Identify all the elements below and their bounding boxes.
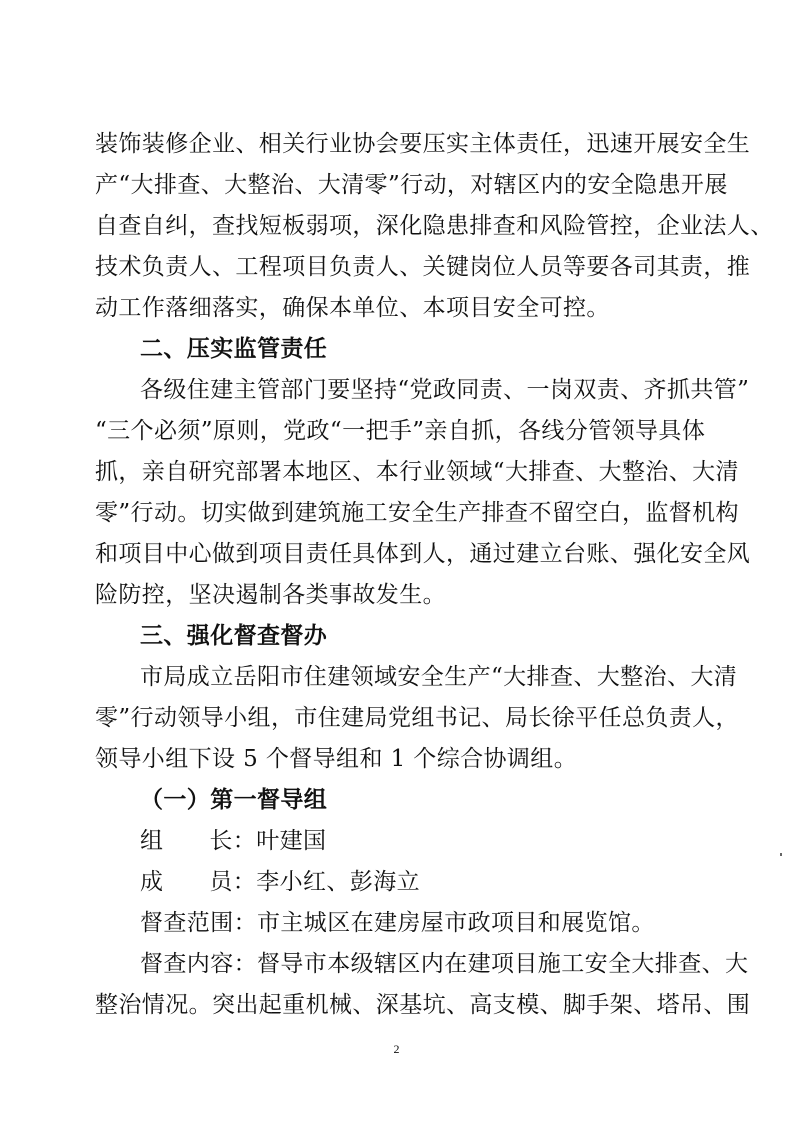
leader-row [95, 821, 695, 862]
paragraph-line: 动工作落细落实，确保本单位、本项目安全可控。 [95, 295, 610, 321]
paragraph-line: 自查自纠，查找短板弱项，深化隐患排查和风险管控，企业法人、 [95, 213, 774, 239]
paragraph-line: 零”行动。切实做到建筑施工安全生产排查不留空白，监督机构 [95, 500, 739, 526]
paragraph-line: “三个必须”原则，党政“一把手”亲自抓，各线分管领导具体 [95, 418, 706, 444]
paragraph-line: 领导小组下设 5 个督导组和 1 个综合协调组。 [95, 746, 578, 772]
paragraph-line: 各级住建主管部门要坚持“党政同责、一岗双责、齐抓共管” [140, 377, 750, 403]
page-number: 2 [393, 1042, 400, 1056]
paragraph-line: 督查内容：督导市本级辖区内在建项目施工安全大排查、大 [140, 951, 749, 977]
paragraph-line: 技术负责人、工程项目负责人、关键岗位人员等要各司其责，推 [95, 254, 751, 280]
paragraph-line: 抓，亲自研究部署本地区、本行业领域“大排查、大整治、大清 [95, 459, 739, 485]
paragraph-line: 零”行动领导小组，市住建局党组书记、局长徐平任总负责人， [95, 705, 739, 731]
paragraph-line: 产“大排查、大整治、大清零”行动，对辖区内的安全隐患开展 [95, 172, 728, 198]
paragraph-line: 险防控，坚决遏制各类事故发生。 [95, 582, 446, 608]
scope-line: 督查范围：市主城区在建房屋市政项目和展览馆。 [140, 910, 655, 936]
subsection-heading: （一）第一督导组 [140, 787, 328, 813]
paragraph-line: 整治情况。突出起重机械、深基坑、高支模、脚手架、塔吊、围 [95, 992, 751, 1018]
section-heading-supervision: 二、压实监管责任 [140, 336, 328, 362]
member-value: 李小红、彭海立 [256, 869, 421, 895]
leader-value: 叶建国 [256, 828, 327, 854]
leader-label-char: 长： [209, 828, 257, 854]
members-row [95, 862, 695, 903]
document-body [95, 124, 774, 1026]
leader-label-char: 组 [140, 828, 164, 854]
paragraph-line: 和项目中心做到项目责任具体到人，通过建立台账、强化安全风 [95, 541, 751, 567]
section-heading-inspection: 三、强化督查督办 [140, 623, 328, 649]
paragraph-line: 市局成立岳阳市住建领域安全生产“大排查、大整治、大清 [140, 664, 738, 690]
member-label-char: 员： [209, 869, 257, 895]
scan-mark [780, 853, 782, 856]
member-label-char: 成 [140, 869, 164, 895]
paragraph-line: 装饰装修企业、相关行业协会要压实主体责任，迅速开展安全生 [95, 131, 751, 157]
